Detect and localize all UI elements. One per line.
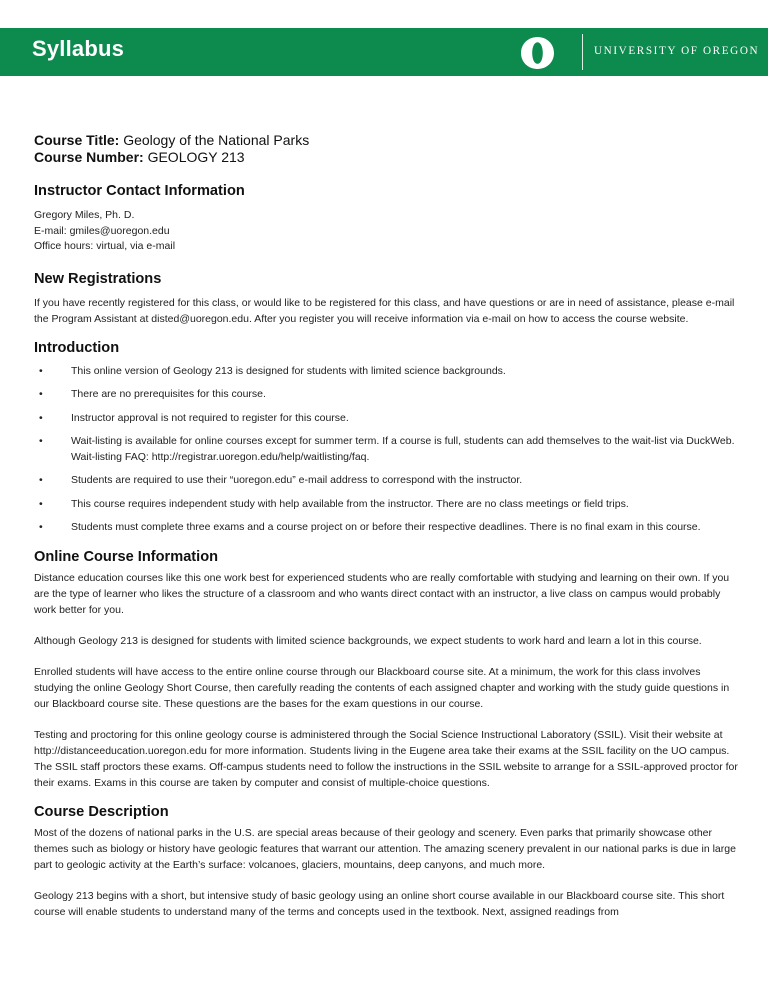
course-number-value: GEOLOGY 213 [147, 149, 245, 165]
oregon-o-logo-icon [521, 37, 554, 69]
online-info-paragraph: Distance education courses like this one work best for experienced students who are really comfortable with studying and learning on their own. If you are the type of learner who likes the structure of a classroom and who wants direct contact with an instructor, a live class on campus would probably work better for you. [34, 571, 730, 616]
description-heading: Course Description [34, 803, 169, 820]
list-item: • There are no prerequisites for this course. [34, 387, 738, 403]
course-number [34, 149, 738, 166]
page-title: Syllabus [32, 36, 125, 61]
instructor-email: E-mail: gmiles@uoregon.edu [34, 224, 170, 237]
online-info-paragraph: Enrolled students will have access to the entire online course through our Blackboard course site. At a minimum, the work for this class involves studying the online Geology Short Course, then carefully reading the contents of each assigned chapter and working with the study guide questions in our Blackboard course site. These questions are the bases for the exam questions in our course. [34, 665, 730, 710]
list-item: • This online version of Geology 213 is designed for students with limited science backgrounds. [34, 364, 738, 380]
instructor-office-hours: Office hours: virtual, via e-mail [34, 240, 176, 252]
syllabus-body [34, 132, 738, 920]
bullet-icon: • [39, 474, 43, 486]
bullet-icon: • [39, 388, 43, 400]
description-section [34, 804, 738, 920]
list-item: • This course requires independent study with help available from the instructor. There are no class meetings or field trips. [34, 497, 738, 513]
course-title [34, 132, 738, 149]
course-number-label: Course Number: [34, 149, 144, 165]
registrations-text: If you have recently registered for this class, or would like to be registered for this class, and have questions or are in need of assistance, please e-mail the Program Assistant at disted@uoregon.edu. After you register you will receive information via e-mail on how to access the course website. [34, 296, 735, 325]
bullet-icon: • [39, 435, 43, 447]
instructor-name: Gregory Miles, Ph. D. [34, 209, 135, 221]
online-info-heading: Online Course Information [34, 548, 219, 565]
bullet-icon: • [39, 411, 43, 424]
introduction-heading: Introduction [34, 339, 120, 356]
registrations-heading: New Registrations [34, 270, 162, 287]
list-item: • Wait-listing is available for online courses except for summer term. If a course is full, students can add themselves to the wait-list via DuckWeb. Wait-listing FAQ: http://registrar.uoregon.edu/help/waitlisting/faq. [39, 435, 735, 463]
instructor-heading: Instructor Contact Information [34, 183, 245, 199]
introduction-list [34, 364, 738, 536]
registrations-section [34, 271, 738, 327]
online-info-section [34, 549, 738, 791]
header-band [0, 28, 768, 76]
instructor-section [34, 183, 738, 255]
bullet-icon: • [39, 497, 43, 510]
online-info-paragraph: Testing and proctoring for this online geology course is administered through the Social Science Instructional Laboratory (SSIL). Visit their website at http://distanceeducation.uoregon.edu for more information. Students living in the Eugene area take their exams at the SSIL facility on the UO campus. The SSIL staff proctors these exams. Off-campus students need to follow the instructions in the SSIL website to arrange for a SSIL-approved proctor for their exams. Exams in this course are taken by computer and consist of multiple-choice questions. [34, 728, 738, 789]
list-item: • Students must complete three exams and a course project on or before their respective deadlines. There is no final exam in this course. [34, 520, 738, 536]
bullet-icon: • [39, 521, 43, 533]
course-title-value: Geology of the National Parks [123, 132, 310, 148]
list-item: • Instructor approval is not required to register for this course. [34, 411, 738, 427]
description-paragraph: Most of the dozens of national parks in the U.S. are special areas because of their geology and scenery. Even parks that primarily showcase other themes such as biology or history have geologic features that warrant our attention. The amazing scenery prevalent in our national parks is due in large part to geologic activity at the Earth’s surface: volcanoes, glaciers, mountains, deep canyons, and much more. [34, 826, 736, 871]
description-paragraph: Geology 213 begins with a short, but intensive study of basic geology using an online short course available in our Blackboard course site. This short course will enable students to understand many of the terms and concepts used in the textbook. Next, assigned readings from [34, 889, 725, 918]
course-info [34, 132, 738, 166]
course-title-label: Course Title: [34, 132, 120, 148]
introduction-section [34, 340, 738, 536]
university-wordmark: UNIVERSITY OF OREGON [594, 45, 760, 57]
bullet-icon: • [39, 364, 43, 377]
logo-divider [582, 34, 583, 70]
online-info-paragraph: Although Geology 213 is designed for students with limited science backgrounds, we expect students to work hard and learn a lot in this course. [34, 634, 702, 647]
list-item: • Students are required to use their “uoregon.edu” e-mail address to correspond with the instructor. [34, 473, 738, 489]
